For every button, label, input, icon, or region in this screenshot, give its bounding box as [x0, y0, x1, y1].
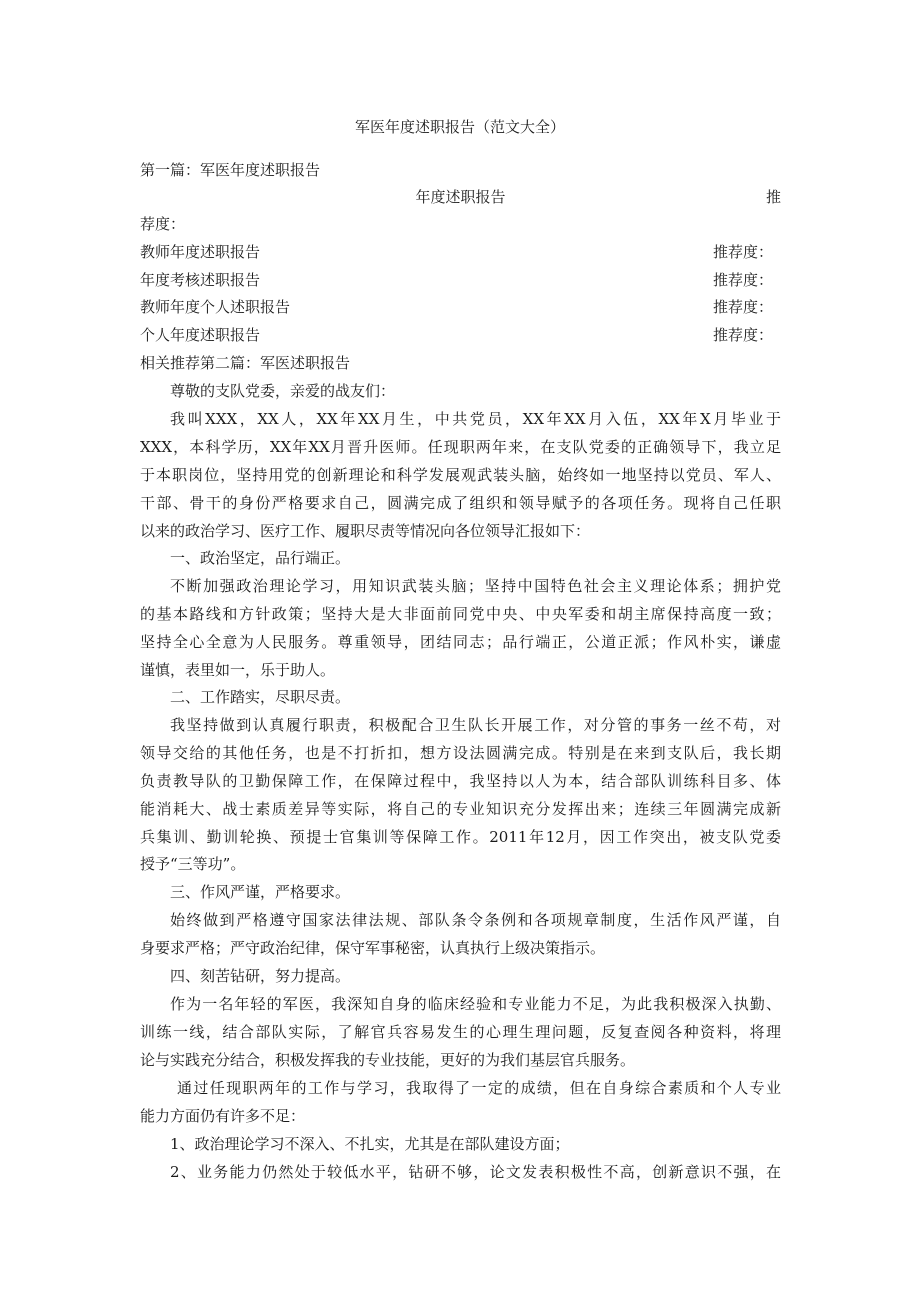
- list-item-rec: 推荐度：: [712, 243, 773, 261]
- section-heading: 一、政治坚定，品行端正。: [170, 549, 351, 567]
- part1-heading: 第一篇：军医年度述职报告: [140, 161, 321, 179]
- body-line: 的基本路线和方针政策；坚持大是大非面前同党中央、中央军委和胡主席保持高度一致；: [140, 605, 781, 623]
- list-point: 2、业务能力仍然处于较低水平，钻研不够，论文发表积极性不高，创新意识不强，在: [170, 1163, 781, 1181]
- body-line: 作为一名年轻的军医，我深知自身的临床经验和专业能力不足，为此我积极深入执勤、: [170, 995, 781, 1013]
- body-line: 能消耗大、战士素质差异等实际，将自己的专业知识充分发挥出来；连续三年圆满完成新: [140, 800, 781, 818]
- recommend-jian-du: 荐度：: [140, 215, 186, 233]
- body-line: XXX，本科学历，XX年XX月晋升医师。任现职两年来，在支队党委的正确领导下，我立足: [140, 438, 781, 456]
- body-line: 论与实践充分结合，积极发挥我的专业技能，更好的为我们基层官兵服务。: [140, 1051, 636, 1069]
- section-heading: 二、工作踏实，尽职尽责。: [170, 688, 351, 706]
- body-line: 干部、骨干的身份严格要求自己，圆满完成了组织和领导赋予的各项任务。现将自己任职: [140, 494, 781, 512]
- list-item[interactable]: [140, 325, 781, 345]
- body-line: 以来的政治学习、医疗工作、履职尽责等情况向各位领导汇报如下：: [140, 522, 591, 540]
- list-item-name[interactable]: 教师年度个人述职报告: [140, 298, 291, 316]
- list-item[interactable]: [140, 270, 781, 290]
- body-line: 不断加强政治理论学习，用知识武装头脑；坚持中国特色社会主义理论体系；拥护党: [170, 577, 781, 595]
- body-line: 通过任现职两年的工作与学习，我取得了一定的成绩，但在自身综合素质和个人专业: [177, 1079, 781, 1097]
- body-line: 能力方面仍有许多不足：: [140, 1107, 306, 1125]
- body-line: 身要求严格；严守政治纪律，保守军事秘密，认真执行上级决策指示。: [140, 939, 606, 957]
- body-line: 领导交给的其他任务，也是不打折扣，想方设法圆满完成。特别是在来到支队后，我长期: [140, 744, 781, 762]
- body-line: 训练一线，结合部队实际，了解官兵容易发生的心理生理问题，反复查阅各种资料，将理: [140, 1023, 781, 1041]
- salutation: 尊敬的支队党委，亲爱的战友们：: [170, 382, 396, 400]
- list-point: 1、政治理论学习不深入、不扎实，尤其是在部队建设方面；: [170, 1135, 570, 1153]
- list-item-name[interactable]: 教师年度述职报告: [140, 243, 261, 261]
- body-line: 坚持全心全意为人民服务。尊重领导，团结同志；品行端正，公道正派；作风朴实，谦虚: [140, 633, 781, 651]
- recommend-tui: 推: [765, 188, 781, 206]
- body-line: 我坚持做到认真履行职责，积极配合卫生队长开展工作，对分管的事务一丝不苟，对: [170, 716, 781, 734]
- body-line: 我叫XXX，XX人，XX年XX月生，中共党员，XX年XX月入伍，XX年X月毕业于: [170, 410, 781, 428]
- list-item[interactable]: [140, 297, 781, 317]
- list-item-rec: 推荐度：: [712, 326, 773, 344]
- list-item-rec: 推荐度：: [712, 271, 773, 289]
- section-heading: 三、作风严谨，严格要求。: [170, 883, 351, 901]
- part2-heading: 相关推荐第二篇：军医述职报告: [140, 354, 351, 372]
- body-line: 负责教导队的卫勤保障工作，在保障过程中，我坚持以人为本，结合部队训练科目多、体: [140, 772, 781, 790]
- list-item-rec: 推荐度：: [712, 298, 773, 316]
- document-title: 军医年度述职报告（范文大全）: [354, 118, 565, 136]
- body-line: 始终做到严格遵守国家法律法规、部队条令条例和各项规章制度，生活作风严谨，自: [170, 911, 781, 929]
- body-line: 授予“三等功”。: [140, 855, 246, 873]
- list-item-name[interactable]: 年度考核述职报告: [140, 271, 261, 289]
- body-line: 谨慎，表里如一，乐于助人。: [140, 661, 336, 679]
- list-item[interactable]: [140, 242, 781, 262]
- body-line: 兵集训、勤训轮换、预提士官集训等保障工作。2011年12月，因工作突出，被支队党委: [140, 828, 781, 846]
- list-item-name[interactable]: 个人年度述职报告: [140, 326, 261, 344]
- section-heading: 四、刻苦钻研，努力提高。: [170, 967, 351, 985]
- body-line: 于本职岗位，坚持用党的创新理论和科学发展观武装头脑，始终如一地坚持以党员、军人、: [140, 466, 781, 484]
- report-center-title: 年度述职报告: [415, 188, 506, 206]
